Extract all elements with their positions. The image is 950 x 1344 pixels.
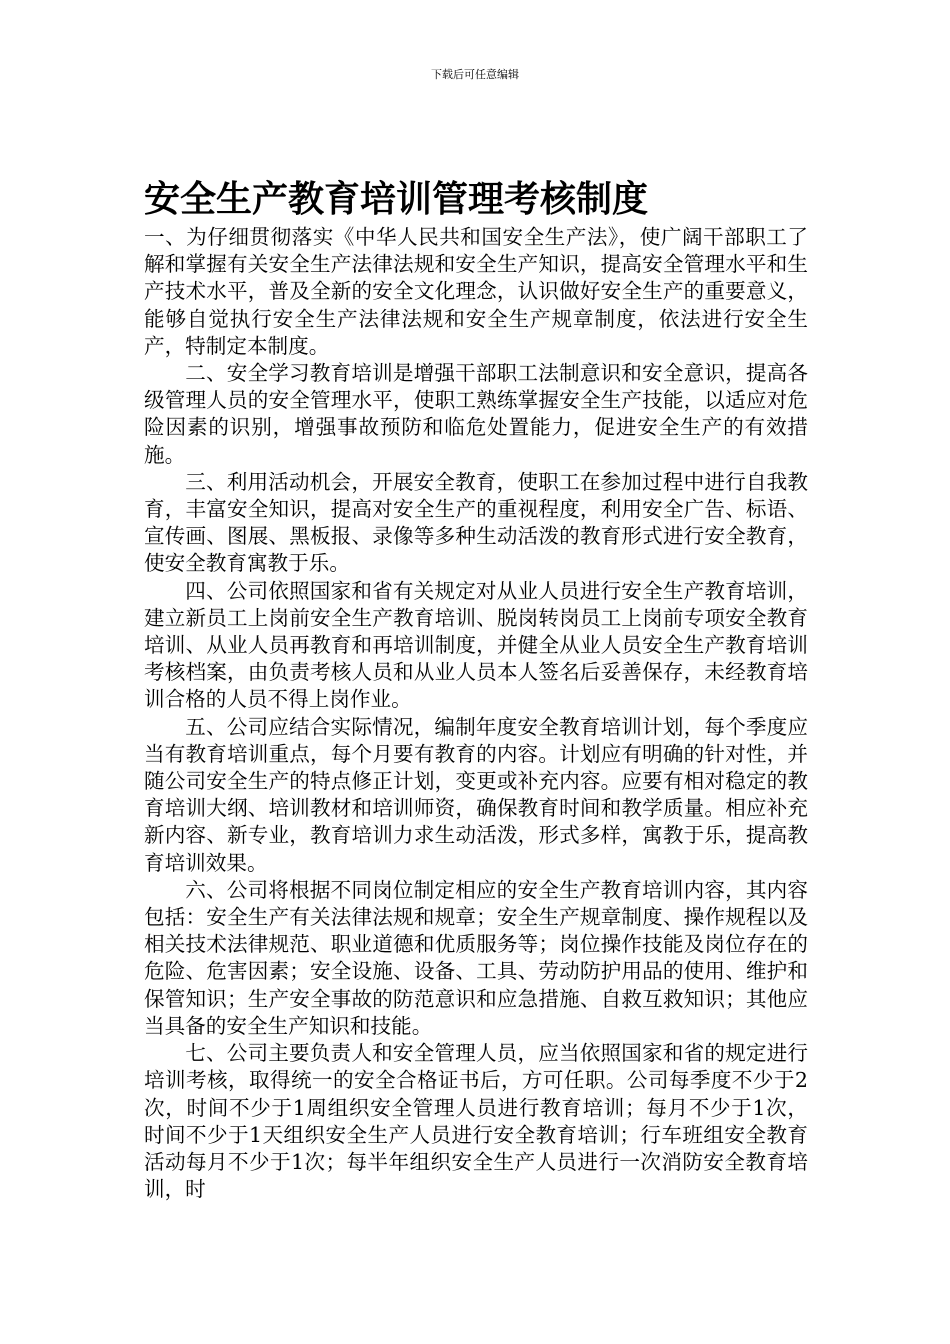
paragraph-4: 四、公司依照国家和省有关规定对从业人员进行安全生产教育培训，建立新员工上岗前安全生产教育培训、脱岗转岗员工上岗前专项安全教育培训、从业人员再教育和再培训制度，并健全从业人员安全生产教育培训考核档案，由负责考核人员和从业人员本人签名后妥善保存，未经教育培训合格的人员不得上岗作业。 <box>144 578 808 712</box>
paragraph-5: 五、公司应结合实际情况，编制年度安全教育培训计划，每个季度应当有教育培训重点，每个月要有教育的内容。计划应有明确的针对性，并随公司安全生产的特点修正计划，变更或补充内容。应要有相对稳定的教育培训大纲、培训教材和培训师资，确保教育时间和教学质量。相应补充新内容、新专业，教育培训力求生动活泼，形式多样，寓教于乐，提高教育培训效果。 <box>144 714 808 875</box>
paragraph-7: 七、公司主要负责人和安全管理人员，应当依照国家和省的规定进行培训考核，取得统一的安全合格证书后，方可任职。公司每季度不少于2次，时间不少于1周组织安全管理人员进行教育培训；每月不少于1次，时间不少于1天组织安全生产人员进行安全教育培训；行车班组安全教育活动每月不少于1次；每半年组织安全生产人员进行一次消防安全教育培训，时 <box>144 1041 808 1202</box>
document-title: 安全生产教育培训管理考核制度 <box>144 179 649 220</box>
paragraph-3: 三、利用活动机会，开展安全教育，使职工在参加过程中进行自我教育，丰富安全知识，提高对安全生产的重视程度，利用安全广告、标语、宣传画、图展、黑板报、录像等多种生动活泼的教育形式进行安全教育，使安全教育寓教于乐。 <box>144 469 808 576</box>
header-note: 下载后可任意编辑 <box>431 68 519 81</box>
paragraph-1: 一、为仔细贯彻落实《中华人民共和国安全生产法》，使广阔干部职工了解和掌握有关安全生产法律法规和安全生产知识，提高安全管理水平和生产技术水平，普及全新的安全文化理念，认识做好安全生产的重要意义，能够自觉执行安全生产法律法规和安全生产规章制度，依法进行安全生产，特制定本制度。 <box>144 225 808 358</box>
paragraph-6: 六、公司将根据不同岗位制定相应的安全生产教育培训内容，其内容包括：安全生产有关法律法规和规章；安全生产规章制度、操作规程以及相关技术法律规范、职业道德和优质服务等；岗位操作技能及岗位存在的危险、危害因素；安全设施、设备、工具、劳动防护用品的使用、维护和保管知识；生产安全事故的防范意识和应急措施、自救互救知识；其他应当具备的安全生产知识和技能。 <box>144 877 808 1038</box>
document-body <box>144 176 808 1203</box>
paragraph-2: 二、安全学习教育培训是增强干部职工法制意识和安全意识，提高各级管理人员的安全管理水平，使职工熟练掌握安全生产技能，以适应对危险因素的识别，增强事故预防和临危处置能力，促进安全生产的有效措施。 <box>144 361 808 467</box>
